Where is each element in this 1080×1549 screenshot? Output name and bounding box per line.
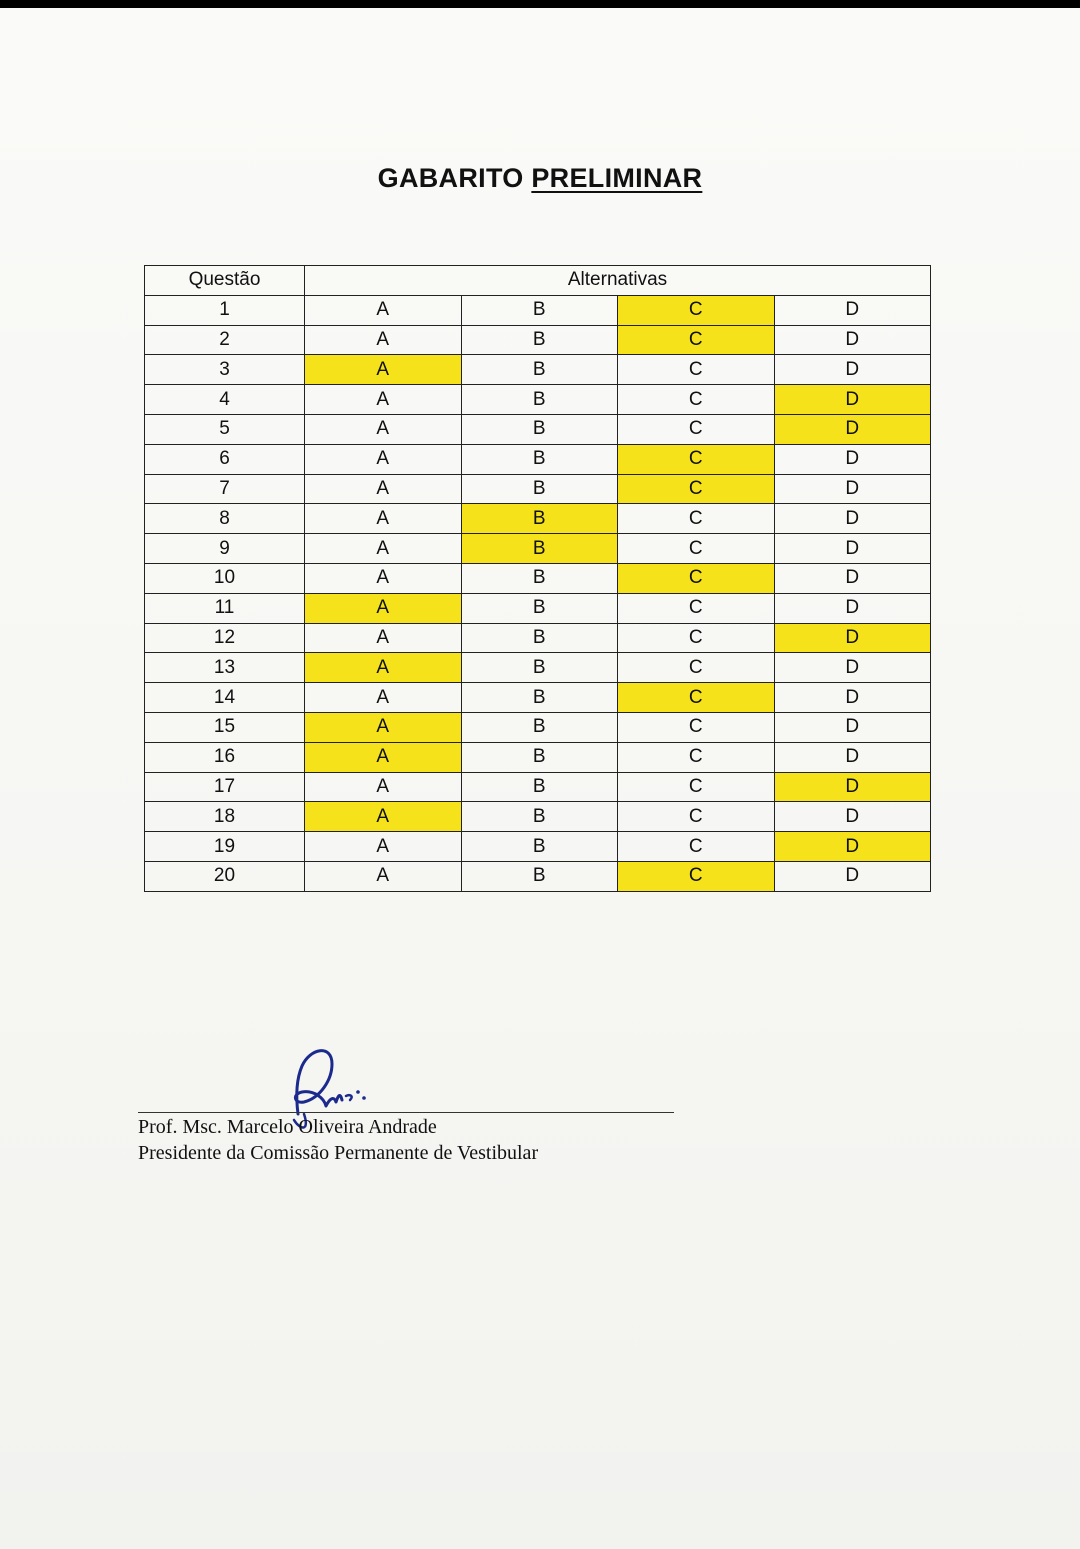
- question-number-cell: 17: [145, 772, 305, 802]
- alternative-cell: C: [618, 593, 775, 623]
- alternative-cell: C: [618, 355, 775, 385]
- correct-answer-cell: A: [305, 653, 462, 683]
- alternative-cell: A: [305, 504, 462, 534]
- question-number-cell: 13: [145, 653, 305, 683]
- alternative-cell: B: [461, 623, 618, 653]
- alternative-cell: B: [461, 683, 618, 713]
- alternative-cell: C: [618, 772, 775, 802]
- correct-answer-cell: A: [305, 593, 462, 623]
- question-number-cell: 14: [145, 683, 305, 713]
- alternative-cell: C: [618, 742, 775, 772]
- question-number-cell: 20: [145, 861, 305, 891]
- correct-answer-cell: B: [461, 504, 618, 534]
- table-row: [145, 325, 931, 355]
- signatory-role: Presidente da Comissão Permanente de Vestibular: [138, 1142, 539, 1164]
- alternative-cell: D: [774, 355, 931, 385]
- page-title: [0, 163, 1080, 194]
- title-underlined-text: PRELIMINAR: [531, 163, 703, 193]
- alternative-cell: D: [774, 742, 931, 772]
- alternative-cell: A: [305, 683, 462, 713]
- header-alternatives: Alternativas: [305, 266, 931, 296]
- alternative-cell: B: [461, 832, 618, 862]
- alternative-cell: C: [618, 832, 775, 862]
- alternative-cell: A: [305, 295, 462, 325]
- alternative-cell: B: [461, 861, 618, 891]
- table-row: [145, 683, 931, 713]
- alternative-cell: D: [774, 504, 931, 534]
- correct-answer-cell: D: [774, 414, 931, 444]
- answer-key-table: [144, 265, 931, 892]
- alternative-cell: A: [305, 832, 462, 862]
- alternative-cell: D: [774, 295, 931, 325]
- alternative-cell: A: [305, 325, 462, 355]
- table-row: [145, 653, 931, 683]
- question-number-cell: 11: [145, 593, 305, 623]
- correct-answer-cell: C: [618, 683, 775, 713]
- alternative-cell: B: [461, 653, 618, 683]
- table-row: [145, 832, 931, 862]
- alternative-cell: D: [774, 534, 931, 564]
- alternative-cell: A: [305, 861, 462, 891]
- title-text: GABARITO: [377, 163, 532, 193]
- alternative-cell: C: [618, 623, 775, 653]
- table-row: [145, 593, 931, 623]
- table-row: [145, 385, 931, 415]
- alternative-cell: A: [305, 444, 462, 474]
- alternative-cell: B: [461, 712, 618, 742]
- question-number-cell: 12: [145, 623, 305, 653]
- correct-answer-cell: A: [305, 802, 462, 832]
- alternative-cell: D: [774, 683, 931, 713]
- correct-answer-cell: D: [774, 772, 931, 802]
- table-header-row: [145, 266, 931, 296]
- alternative-cell: D: [774, 712, 931, 742]
- question-number-cell: 1: [145, 295, 305, 325]
- alternative-cell: C: [618, 712, 775, 742]
- answer-rows: [145, 295, 931, 891]
- alternative-cell: D: [774, 593, 931, 623]
- correct-answer-cell: C: [618, 325, 775, 355]
- table-row: [145, 742, 931, 772]
- table-row: [145, 802, 931, 832]
- alternative-cell: B: [461, 563, 618, 593]
- alternative-cell: D: [774, 653, 931, 683]
- alternative-cell: A: [305, 414, 462, 444]
- correct-answer-cell: B: [461, 534, 618, 564]
- correct-answer-cell: C: [618, 295, 775, 325]
- table-row: [145, 861, 931, 891]
- alternative-cell: C: [618, 414, 775, 444]
- alternative-cell: C: [618, 802, 775, 832]
- question-number-cell: 6: [145, 444, 305, 474]
- alternative-cell: C: [618, 504, 775, 534]
- alternative-cell: B: [461, 593, 618, 623]
- table-row: [145, 504, 931, 534]
- correct-answer-cell: A: [305, 355, 462, 385]
- alternative-cell: D: [774, 861, 931, 891]
- alternative-cell: C: [618, 653, 775, 683]
- alternative-cell: C: [618, 534, 775, 564]
- correct-answer-cell: C: [618, 474, 775, 504]
- table-row: [145, 444, 931, 474]
- header-question: Questão: [145, 266, 305, 296]
- question-number-cell: 18: [145, 802, 305, 832]
- alternative-cell: A: [305, 385, 462, 415]
- correct-answer-cell: C: [618, 563, 775, 593]
- question-number-cell: 15: [145, 712, 305, 742]
- alternative-cell: B: [461, 385, 618, 415]
- question-number-cell: 3: [145, 355, 305, 385]
- table-row: [145, 712, 931, 742]
- table-row: [145, 623, 931, 653]
- question-number-cell: 8: [145, 504, 305, 534]
- table-row: [145, 474, 931, 504]
- question-number-cell: 9: [145, 534, 305, 564]
- correct-answer-cell: C: [618, 444, 775, 474]
- question-number-cell: 19: [145, 832, 305, 862]
- alternative-cell: B: [461, 772, 618, 802]
- alternative-cell: D: [774, 444, 931, 474]
- alternative-cell: A: [305, 563, 462, 593]
- top-bar: [0, 0, 1080, 8]
- table-row: [145, 414, 931, 444]
- alternative-cell: D: [774, 474, 931, 504]
- signatory-name: Prof. Msc. Marcelo Oliveira Andrade: [138, 1116, 437, 1138]
- alternative-cell: C: [618, 385, 775, 415]
- correct-answer-cell: A: [305, 712, 462, 742]
- alternative-cell: D: [774, 563, 931, 593]
- table-row: [145, 772, 931, 802]
- alternative-cell: D: [774, 802, 931, 832]
- alternative-cell: B: [461, 742, 618, 772]
- alternative-cell: B: [461, 444, 618, 474]
- table-row: [145, 295, 931, 325]
- question-number-cell: 7: [145, 474, 305, 504]
- question-number-cell: 16: [145, 742, 305, 772]
- correct-answer-cell: C: [618, 861, 775, 891]
- alternative-cell: B: [461, 414, 618, 444]
- table-row: [145, 355, 931, 385]
- alternative-cell: B: [461, 802, 618, 832]
- signature-line: [138, 1112, 674, 1113]
- alternative-cell: B: [461, 325, 618, 355]
- alternative-cell: A: [305, 474, 462, 504]
- question-number-cell: 10: [145, 563, 305, 593]
- alternative-cell: A: [305, 534, 462, 564]
- alternative-cell: B: [461, 295, 618, 325]
- table-row: [145, 563, 931, 593]
- alternative-cell: A: [305, 772, 462, 802]
- question-number-cell: 4: [145, 385, 305, 415]
- correct-answer-cell: D: [774, 832, 931, 862]
- alternative-cell: B: [461, 474, 618, 504]
- alternative-cell: B: [461, 355, 618, 385]
- correct-answer-cell: A: [305, 742, 462, 772]
- correct-answer-cell: D: [774, 385, 931, 415]
- correct-answer-cell: D: [774, 623, 931, 653]
- question-number-cell: 2: [145, 325, 305, 355]
- alternative-cell: D: [774, 325, 931, 355]
- question-number-cell: 5: [145, 414, 305, 444]
- alternative-cell: A: [305, 623, 462, 653]
- table-row: [145, 534, 931, 564]
